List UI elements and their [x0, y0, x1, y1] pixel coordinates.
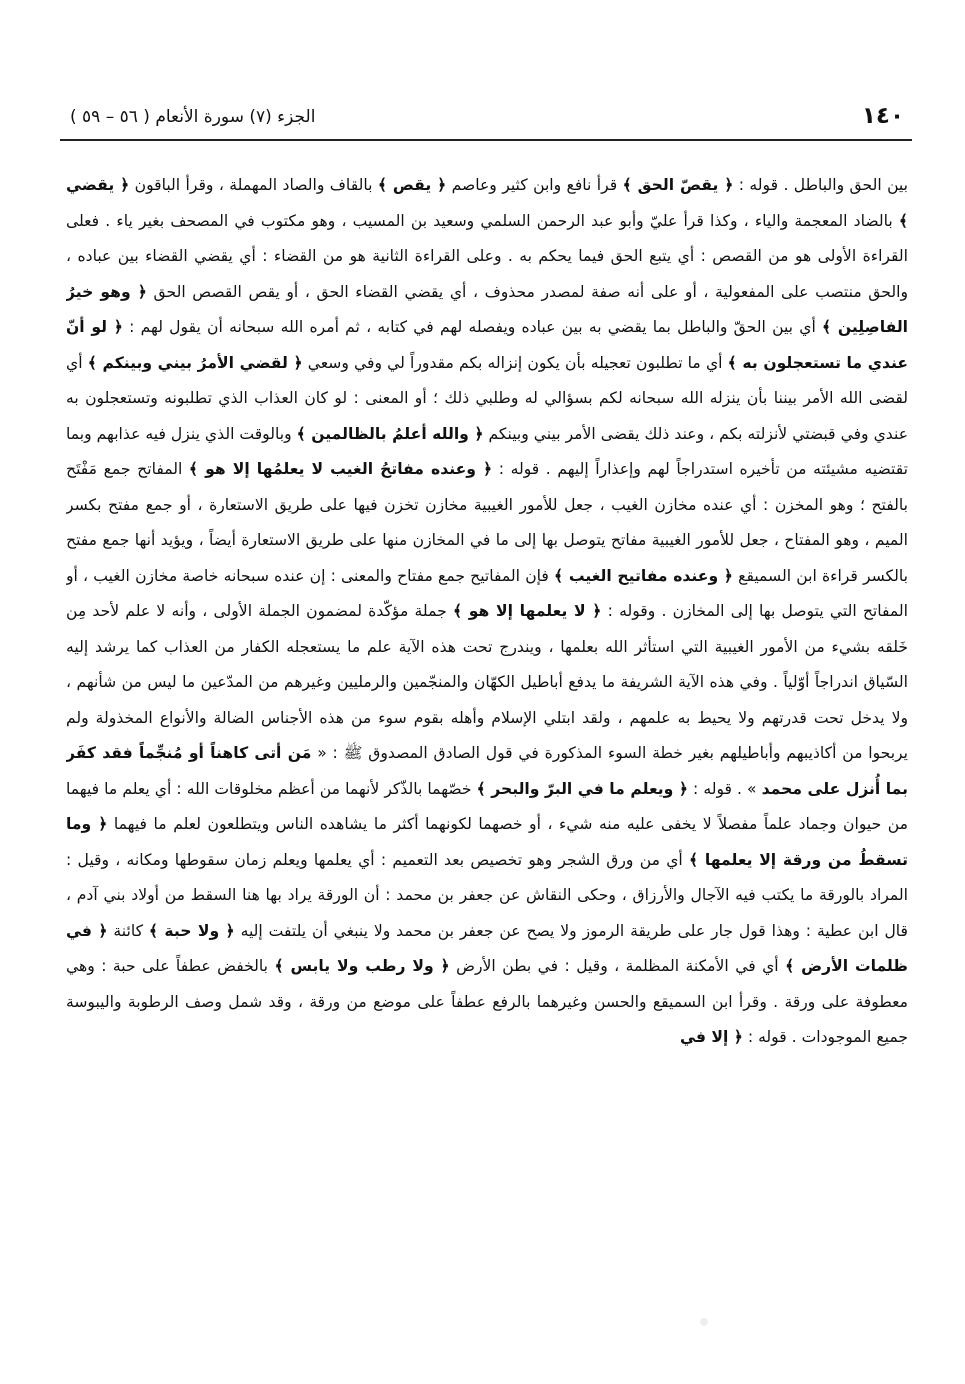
scan-speck [700, 1318, 708, 1326]
quoted-verse: ﴿ يقص ﴾ [377, 176, 447, 194]
quoted-verse: ﴿ وهو خيرُ الفاصِلِين ﴾ [66, 282, 908, 336]
commentary-text: أي في الأمكنة المظلمة ، وقيل : في بطن الأرض [449, 957, 786, 975]
quoted-verse: ﴿ لو أنّ عندي ما تستعجلون به ﴾ [66, 318, 908, 372]
commentary-text: كائنة [107, 921, 149, 940]
commentary-text: أي لقضى الله الأمر بيننا بأن ينزله الله سبحانه لكم بسؤالي له وطلبي ذلك ؛ أو المعنى : لو كان العذاب الذي تطلبونه وتستعجلون به عندي وفي قبضتي لأنزلته بكم ، وعند ذلك يقضى الأمر بيني وبينكم [66, 353, 908, 443]
commentary-text: أي ما تطلبون تعجيله بأن يكون إنزاله بكم مقدوراً لي وفي وسعي [302, 353, 728, 372]
quoted-verse: ﴿ ولا رطب ولا يابس ﴾ [274, 957, 450, 975]
quoted-verse: ﴿ يقضي ﴾ [66, 176, 908, 230]
quoted-verse: ﴿ وما تسقطُ من ورقة إلا يعلمها ﴾ [66, 815, 908, 869]
page-number: ١٤٠ [861, 103, 904, 129]
quoted-verse: ﴿ إلا في [679, 1028, 743, 1046]
commentary-text: فإن المفاتيح جمع مفتاح والمعنى : إن عنده سبحانه خاصة مخازن الغيب ، أو المفاتح التي يتوصل بها إلى المخازن . وقوله : [66, 566, 908, 620]
commentary-text: وبالوقت الذي ينزل فيه عذابهم وبما تقتضيه مشيئته من تأخيره استدراجاً لهم وإعذاراً إليهم . قوله : [66, 424, 908, 478]
running-title: الجزء (٧) سورة الأنعام ( ٥٦ – ٥٩ ) [70, 107, 316, 127]
header-rule [60, 139, 912, 141]
commentary-text: بين الحق والباطل . قوله : [733, 176, 908, 194]
quoted-verse: ﴿ والله أعلمُ بالظالمين ﴾ [296, 424, 484, 443]
quoted-verse: ﴿ وعنده مفاتيح الغيب ﴾ [554, 566, 733, 585]
commentary-text: بالقاف والصاد المهملة ، وقرأ الباقون [129, 176, 378, 194]
commentary-text: أي بين الحقّ والباطل بما يقضي به بين عباده ويفصله لهم في كتابه ، ثم أمره الله سبحانه أن يقول لهم : [122, 318, 823, 336]
quoted-verse: ﴿ وعنده مفاتحُ الغيب لا يعلمُها إلا هو ﴾ [188, 460, 493, 478]
quoted-verse: ﴿ لقضي الأمرُ بيني وبينكم ﴾ [87, 353, 303, 372]
quoted-verse: مَن أتى كاهناً أو مُنجِّماً فقد كفَر بما أُنزل على محمد [66, 744, 908, 798]
quoted-verse: ﴿ ولا حبة ﴾ [148, 921, 235, 940]
commentary-text: جملة مؤكّدة لمضمون الجملة الأولى ، وأنه لا علم لأحد مِن خَلقه بشيء من الأمور الغيبية التي استأثر الله بعلمها ، ويندرج تحت هذه الآية علم ما يستعجله الكفار من العذاب كما يرشد إليه السّياق اندراجاً أوّلياً . وفي هذه الآية الشريفة ما يدفع أباطيل الكهّان والمنجّمين والرمليين وغيرهم من المدّعين ما ليس من شأنهم ، ولا يدخل تحت قدرتهم ولا يحيط به علمهم ، ولقد ابتلي الإسلام وأهله بقوم سوء من هذه الأجناس الضالة والأنواع المخذولة ولم يربحوا من أكاذيبهم وأباطيلهم بغير خطة السوء المذكورة في قول الصادق المصدوق ﷺ : « [66, 602, 908, 762]
quoted-verse: ﴿ لا يعلمها إلا هو ﴾ [452, 602, 602, 620]
page-header [60, 98, 910, 138]
commentary-text: خصّهما بالذّكر لأنهما من أعظم مخلوقات الله : أي يعلم ما فيهما من حيوان وجماد علماً مفصلاً لا يخفى عليه منه شيء ، أو خصهما لكونهما أكثر ما يشاهده الناس ويتطلعون لعلم ما فيهما [66, 779, 908, 833]
commentary-text: قرأ نافع وابن كثير وعاصم [446, 176, 623, 194]
commentary-text: » . قوله : [687, 779, 762, 798]
quoted-verse: ﴿ في ظلمات الأرض ﴾ [66, 921, 908, 975]
commentary-text: بالضاد المعجمة والياء ، وكذا قرأ عليّ وأبو عبد الرحمن السلمي وسعيد بن المسيب ، وهو مكتوب في المصحف بغير ياء . فعلى القراءة الأولى هو من القصص : أي يتبع الحق فيما يحكم به . وعلى القراءة الثانية هو من القضاء : أي يقضي القضاء بين عباده ، والحق منتصب على المفعولية ، أو على أنه صفة لمصدر محذوف ، أي يقضي القضاء الحق ، أو يقص القصص الحق [66, 211, 908, 301]
body-text [66, 168, 908, 1308]
commentary-text: بالخفض عطفاً على حبة : وهي معطوفة على ورقة . وقرأ ابن السميقع والحسن وغيرهما بالرفع عطفاً على موضع من ورقة ، وقد شمل وصف الرطوبة واليبوسة جميع الموجودات . قوله : [66, 957, 908, 1046]
quoted-verse: ﴿ يقصّ الحق ﴾ [622, 176, 734, 194]
quoted-verse: ﴿ ويعلم ما في البرّ والبحر ﴾ [476, 779, 688, 798]
commentary-text: المفاتح جمع مَفْتَح بالفتح ؛ وهو المخزن : أي عنده مخازن الغيب ، جعل للأمور الغيبية مخازن تخزن فيها على طريق الاستعارة ، أو جمع مفتح بكسر الميم ، وهو المفتاح ، جعل للأمور الغيبية مفاتح يتوصل بها إلى ما في المخازن منها على طريق الاستعارة أيضاً ، ويؤيد أنها جمع مفتح بالكسر قراءة ابن السميقع [66, 460, 908, 585]
commentary-text: أي من ورق الشجر وهو تخصيص بعد التعميم : أي يعلمها ويعلم زمان سقوطها ومكانه ، وقيل : المراد بالورقة ما يكتب فيه الآجال والأرزاق ، وحكى النقاش عن جعفر بن محمد : أن الورقة يراد بها هنا السقط من أولاد بني آدم ، قال ابن عطية : وهذا قول جار على طريقة الرموز ولا يصح عن جعفر بن محمد ولا ينبغي أن يلتفت إليه [66, 850, 908, 940]
